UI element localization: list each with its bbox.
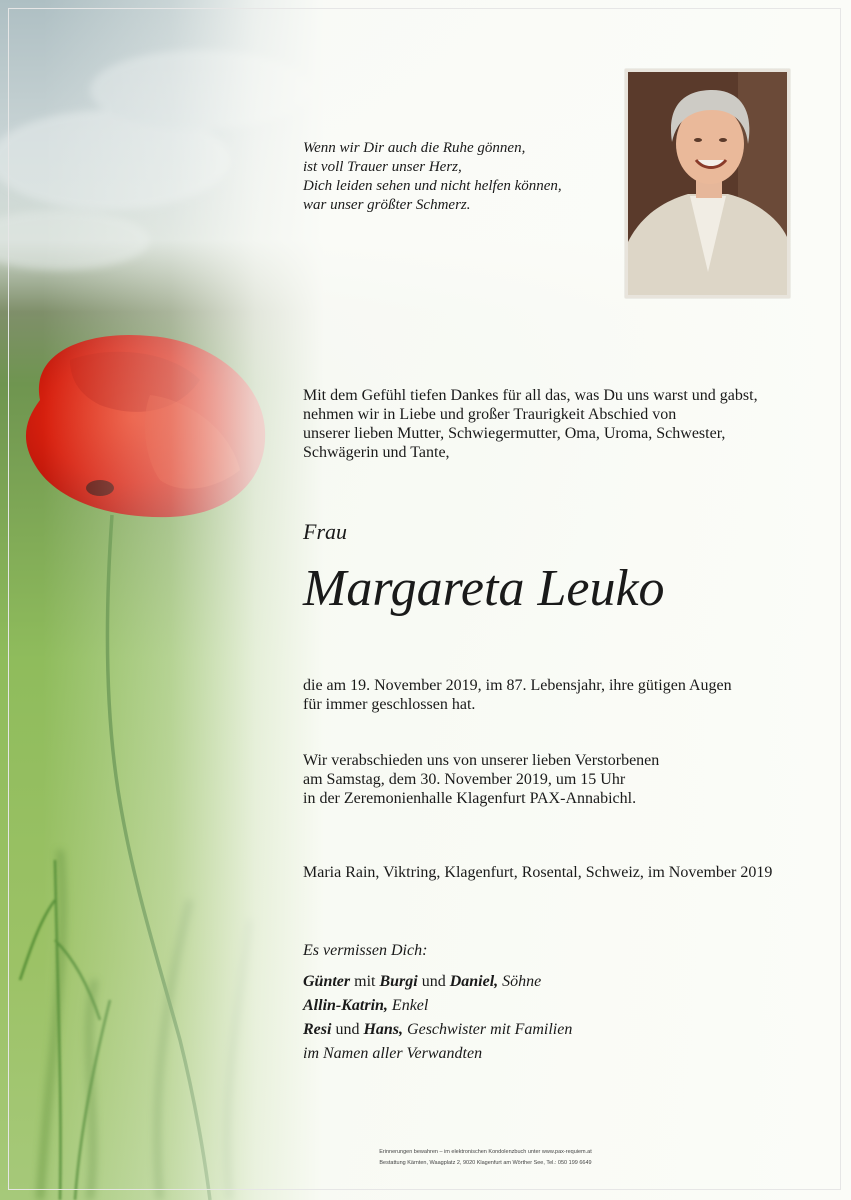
mourner-row [303, 994, 572, 1018]
footer-address-line: Bestattung Kärnten, Waagplatz 2, 9020 Klagenfurt am Wörther See, Tel.: 050 199 6649 [379, 1160, 592, 1166]
relationship-text: Enkel [387, 997, 429, 1014]
connector-text: mit [350, 973, 380, 990]
relationship-text: Söhne [498, 973, 542, 990]
intro-line: nehmen wir in Liebe und großer Traurigkeit Abschied von [303, 406, 677, 423]
salutation: Frau [303, 519, 347, 544]
intro-line: Schwägerin und Tante, [303, 444, 450, 461]
farewell-intro [303, 386, 758, 462]
closing-text: im Namen aller Verwandten [303, 1045, 483, 1062]
verse-line: Wenn wir Dir auch die Ruhe gönnen, [303, 140, 526, 156]
mourner-name: Daniel, [449, 973, 499, 990]
verse-line: Dich leiden sehen und nicht helfen können, [303, 178, 562, 194]
connector-text: und [417, 973, 450, 990]
intro-line: unserer lieben Mutter, Schwiegermutter, Oma, Uroma, Schwester, [303, 425, 726, 442]
closing-line [303, 1042, 572, 1066]
death-line: für immer geschlossen hat. [303, 696, 476, 713]
verse-line: war unser größter Schmerz. [303, 197, 471, 213]
verse-line: ist voll Trauer unser Herz, [303, 159, 462, 175]
funeral-line: in der Zeremonienhalle Klagenfurt PAX-Annabichl. [303, 790, 637, 807]
portrait-photo [625, 69, 790, 298]
mourner-name: Hans, [363, 1021, 404, 1038]
deceased-name: Margareta Leuko [303, 560, 665, 617]
funeral-line: am Samstag, dem 30. November 2019, um 15 Uhr [303, 771, 626, 788]
connector-text: und [331, 1021, 364, 1038]
mourner-name: Günter [303, 973, 351, 990]
funeral-line: Wir verabschieden uns von unserer lieben Verstorbenen [303, 752, 660, 769]
relationship-text: Geschwister mit Familien [403, 1021, 573, 1038]
places-and-date: Maria Rain, Viktring, Klagenfurt, Rosental, Schweiz, im November 2019 [303, 864, 773, 881]
memorial-verse [303, 139, 562, 215]
funeral-details [303, 751, 659, 808]
death-notice [303, 676, 732, 714]
mourner-name: Resi [303, 1021, 332, 1038]
mourners-heading: Es vermissen Dich: [303, 942, 428, 959]
mourner-name: Allin-Katrin, [303, 997, 388, 1014]
mourner-row [303, 1018, 572, 1042]
mourner-name: Burgi [379, 973, 418, 990]
intro-line: Mit dem Gefühl tiefen Dankes für all das, was Du uns warst und gabst, [303, 387, 758, 404]
footer-condolence-line: Erinnerungen bewahren – im elektronischen Kondolenzbuch unter www.pax-requiem.at [379, 1149, 592, 1155]
death-line: die am 19. November 2019, im 87. Lebensjahr, ihre gütigen Augen [303, 677, 732, 694]
mourners-list [303, 970, 572, 1066]
mourner-row [303, 970, 572, 994]
